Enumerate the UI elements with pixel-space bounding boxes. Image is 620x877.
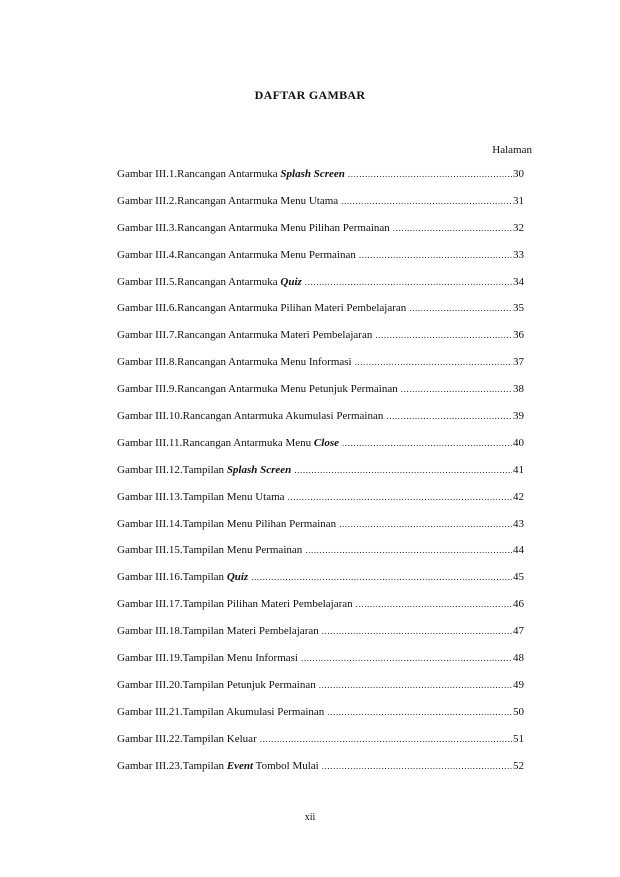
toc-entry-label [117, 168, 345, 180]
dot-leader [301, 653, 512, 663]
toc-entry-label [117, 760, 319, 772]
toc-entry-label [117, 544, 302, 556]
toc-entry-page: 46 [513, 598, 524, 611]
toc-entry[interactable] [117, 760, 524, 787]
toc-entry-page: 38 [513, 383, 524, 396]
toc-entry-label [117, 518, 336, 530]
toc-entry[interactable] [117, 356, 524, 383]
figure-list [117, 168, 524, 786]
toc-entry[interactable] [117, 249, 524, 276]
toc-entry-label [117, 733, 257, 745]
toc-entry-page: 51 [513, 732, 524, 745]
toc-entry[interactable] [117, 491, 524, 518]
toc-entry-text: Gambar III.1.Rancangan Antarmuka [117, 168, 281, 180]
toc-entry[interactable] [117, 625, 524, 652]
toc-entry[interactable] [117, 652, 524, 679]
toc-entry[interactable] [117, 437, 524, 464]
toc-entry-text: Gambar III.13.Tampilan Menu Utama [117, 490, 285, 503]
dot-leader [341, 196, 512, 206]
toc-entry[interactable] [117, 195, 524, 222]
toc-entry-text: Gambar III.22.Tampilan Keluar [117, 732, 257, 745]
toc-entry[interactable] [117, 302, 524, 329]
toc-entry-label [117, 571, 248, 583]
toc-entry-page: 36 [513, 329, 524, 342]
toc-entry-italic-term: Close [313, 436, 339, 449]
toc-entry-page: 47 [513, 625, 524, 638]
toc-entry-italic-term: Splash Screen [226, 463, 292, 476]
dot-leader [327, 707, 512, 717]
dot-leader [356, 599, 512, 609]
toc-entry-label [117, 302, 406, 314]
toc-entry-label [117, 491, 285, 503]
toc-entry-page: 35 [513, 302, 524, 315]
toc-entry-text-suffix: Tombol Mulai [253, 759, 319, 772]
toc-entry[interactable] [117, 276, 524, 303]
toc-entry-text: Gambar III.23.Tampilan [117, 759, 227, 772]
toc-entry-page: 45 [513, 571, 524, 584]
dot-leader [251, 572, 512, 582]
toc-entry-page: 41 [513, 463, 524, 476]
toc-entry-text: Gambar III.3.Rancangan Antarmuka Menu Pilihan Permainan [117, 221, 390, 234]
toc-entry-page: 34 [513, 275, 524, 288]
toc-entry-label [117, 679, 316, 691]
toc-entry-label [117, 383, 398, 395]
toc-entry-page: 31 [513, 194, 524, 207]
dot-leader [393, 223, 512, 233]
dot-leader [342, 438, 512, 448]
toc-entry-text: Gambar III.14.Tampilan Menu Pilihan Permainan [117, 517, 337, 530]
toc-entry-label [117, 276, 302, 288]
dot-leader [294, 465, 512, 475]
toc-entry-text: Gambar III.21.Tampilan Akumulasi Permainan [117, 705, 325, 718]
toc-entry-page: 33 [513, 248, 524, 261]
toc-entry-text: Gambar III.15.Tampilan Menu Permainan [117, 544, 303, 557]
toc-entry-label [117, 410, 383, 422]
toc-entry-page: 32 [513, 221, 524, 234]
toc-entry-label [117, 625, 319, 637]
toc-entry[interactable] [117, 679, 524, 706]
toc-entry-italic-term: Event [226, 759, 254, 772]
toc-entry-page: 30 [513, 168, 524, 180]
toc-entry[interactable] [117, 329, 524, 356]
dot-leader [260, 734, 512, 744]
toc-entry-text: Gambar III.17.Tampilan Pilihan Materi Pembelajaran [117, 598, 353, 611]
toc-entry-text: Gambar III.20.Tampilan Petunjuk Permainan [117, 678, 316, 691]
dot-leader [305, 277, 512, 287]
toc-entry[interactable] [117, 571, 524, 598]
dot-leader [339, 519, 512, 529]
dot-leader [348, 169, 512, 179]
dot-leader [288, 492, 512, 502]
dot-leader [409, 303, 512, 313]
toc-entry-label [117, 329, 372, 341]
toc-entry-label [117, 598, 353, 610]
dot-leader [322, 626, 512, 636]
toc-entry-text: Gambar III.2.Rancangan Antarmuka Menu Utama [117, 194, 339, 207]
toc-entry-page: 39 [513, 410, 524, 423]
toc-entry-text: Gambar III.12.Tampilan [117, 463, 227, 476]
toc-entry-text: Gambar III.9.Rancangan Antarmuka Menu Petunjuk Permainan [117, 383, 398, 396]
toc-entry[interactable] [117, 518, 524, 545]
toc-entry-text: Gambar III.18.Tampilan Materi Pembelajaran [117, 625, 319, 638]
toc-entry-page: 37 [513, 356, 524, 369]
page-title: DAFTAR GAMBAR [254, 88, 366, 102]
toc-entry-label [117, 249, 356, 261]
toc-entry-text: Gambar III.11.Rancangan Antarmuka Menu [117, 436, 314, 449]
toc-entry[interactable] [117, 410, 524, 437]
toc-entry-italic-term: Splash Screen [280, 168, 345, 180]
dot-leader [375, 330, 512, 340]
toc-entry-page: 43 [513, 517, 524, 530]
toc-entry-text: Gambar III.19.Tampilan Menu Informasi [117, 652, 298, 665]
toc-entry-page: 42 [513, 490, 524, 503]
toc-entry-text: Gambar III.4.Rancangan Antarmuka Menu Permainan [117, 248, 356, 261]
dot-leader [355, 357, 512, 367]
toc-entry-text: Gambar III.10.Rancangan Antarmuka Akumulasi Permainan [117, 410, 384, 423]
dot-leader [305, 545, 512, 555]
toc-entry-label [117, 356, 352, 368]
toc-entry-label [117, 464, 291, 476]
toc-entry[interactable] [117, 733, 524, 760]
toc-entry-label [117, 195, 338, 207]
toc-entry-text: Gambar III.7.Rancangan Antarmuka Materi Pembelajaran [117, 329, 373, 342]
toc-entry[interactable] [117, 464, 524, 491]
toc-entry[interactable] [117, 598, 524, 625]
toc-entry-italic-term: Quiz [280, 275, 302, 288]
toc-entry-text: Gambar III.5.Rancangan Antarmuka [117, 275, 281, 288]
dot-leader [386, 411, 512, 421]
toc-entry-page: 48 [513, 652, 524, 665]
toc-entry[interactable] [117, 706, 524, 733]
toc-entry[interactable] [117, 383, 524, 410]
toc-entry[interactable] [117, 168, 524, 195]
toc-entry-page: 40 [513, 436, 524, 449]
toc-entry[interactable] [117, 544, 524, 571]
toc-entry-page: 50 [513, 705, 524, 718]
toc-entry-label [117, 437, 339, 449]
page-header-label: Halaman [492, 144, 532, 156]
toc-entry-page: 52 [513, 759, 524, 772]
toc-entry-text: Gambar III.16.Tampilan [117, 571, 227, 584]
dot-leader [401, 384, 512, 394]
toc-entry-text: Gambar III.8.Rancangan Antarmuka Menu Informasi [117, 356, 352, 369]
toc-entry-label [117, 706, 324, 718]
dot-leader [322, 761, 512, 771]
page-number: xii [304, 812, 316, 823]
toc-entry-label [117, 652, 298, 664]
dot-leader [359, 250, 512, 260]
toc-entry-italic-term: Quiz [226, 571, 249, 584]
toc-entry[interactable] [117, 222, 524, 249]
toc-entry-page: 49 [513, 678, 524, 691]
toc-entry-page: 44 [513, 544, 524, 557]
toc-entry-text: Gambar III.6.Rancangan Antarmuka Pilihan Materi Pembelajaran [117, 302, 407, 315]
dot-leader [319, 680, 512, 690]
toc-entry-label [117, 222, 390, 234]
